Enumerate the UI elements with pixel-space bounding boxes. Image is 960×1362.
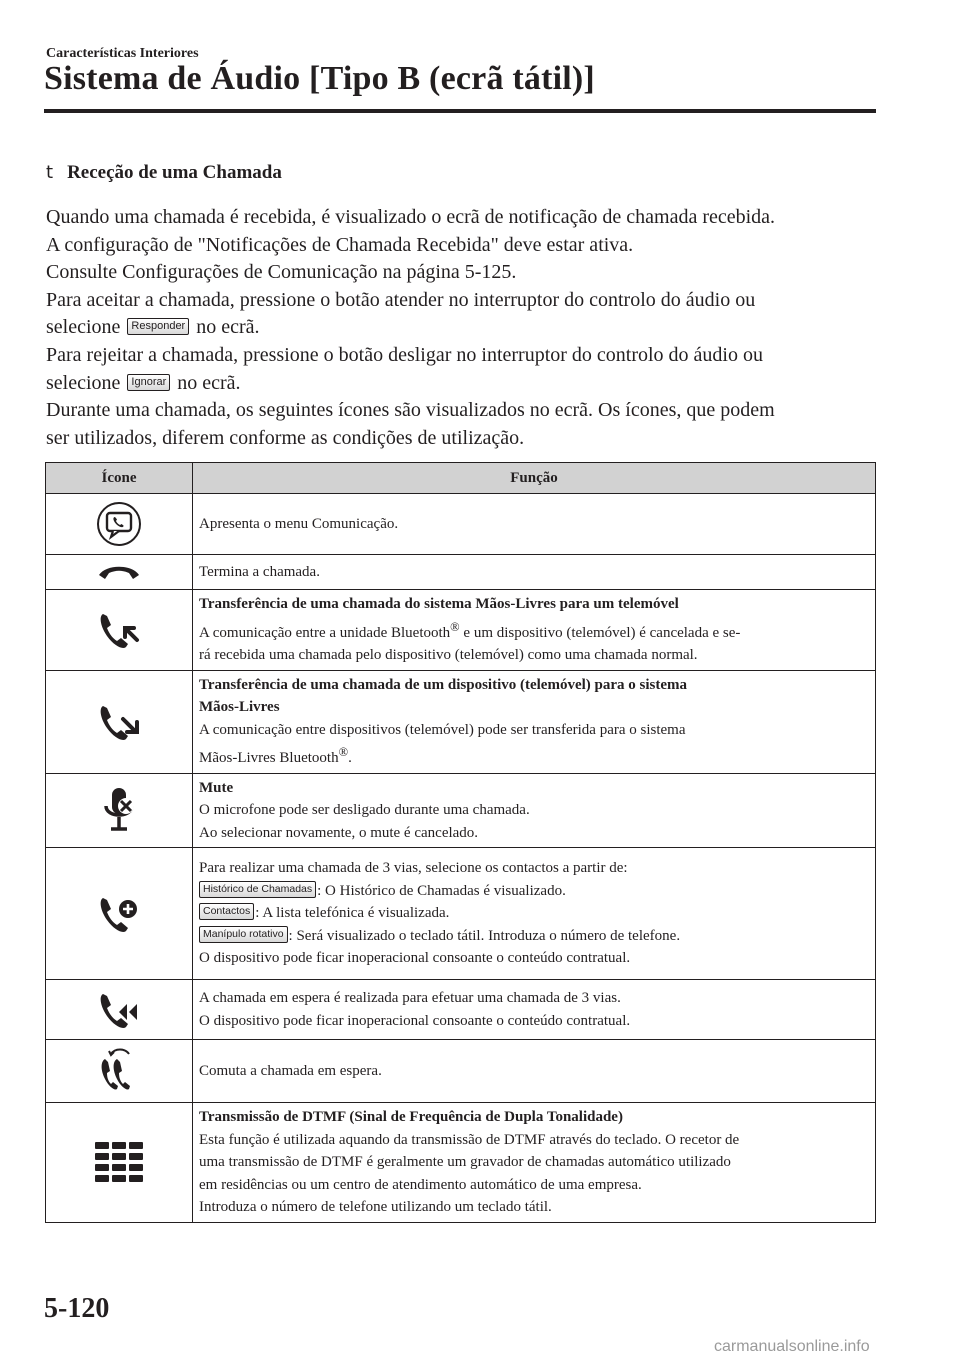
intro-line: Para aceitar a chamada, pressione o botão atender no interruptor do controlo do áudio ou bbox=[46, 288, 756, 311]
function-line bbox=[199, 741, 869, 770]
section-heading bbox=[46, 162, 282, 184]
watermark: carmanualsonline.info bbox=[714, 1338, 870, 1355]
intro-text-fragment: selecione bbox=[46, 371, 121, 394]
title-rule bbox=[44, 109, 876, 113]
text-fragment: : Será visualizado o teclado tátil. Introduza o número de telefone. bbox=[288, 927, 681, 944]
table-row bbox=[46, 848, 876, 980]
function-cell bbox=[193, 670, 876, 773]
registered-mark: ® bbox=[450, 619, 460, 634]
answer-button[interactable]: Responder bbox=[127, 318, 189, 335]
table-row bbox=[46, 1040, 876, 1103]
function-line bbox=[199, 880, 869, 903]
page-number: 5-120 bbox=[44, 1293, 110, 1324]
intro-line: Quando uma chamada é recebida, é visualizado o ecrã de notificação de chamada recebida. bbox=[46, 206, 776, 228]
mute-microphone-icon bbox=[46, 773, 193, 848]
table-header-row bbox=[46, 463, 876, 494]
registered-mark: ® bbox=[338, 745, 349, 759]
table-row bbox=[46, 670, 876, 773]
table-row bbox=[46, 773, 876, 848]
intro-line: ser utilizados, diferem conforme as condições de utilização. bbox=[46, 426, 525, 449]
table-row bbox=[46, 980, 876, 1040]
text-fragment: : A lista telefónica é visualizada. bbox=[255, 905, 450, 922]
function-title: Transmissão de DTMF (Sinal de Frequência de Dupla Tonalidade) bbox=[199, 1109, 623, 1125]
table-row bbox=[46, 1103, 876, 1223]
intro-text-fragment: no ecrã. bbox=[196, 316, 260, 339]
intro-text-fragment: no ecrã. bbox=[177, 371, 241, 394]
transfer-to-phone-icon bbox=[46, 590, 193, 671]
contacts-button[interactable]: Contactos bbox=[199, 903, 254, 920]
text-fragment: : O Histórico de Chamadas é visualizado. bbox=[317, 882, 566, 899]
function-line: Ao selecionar novamente, o mute é cancelado. bbox=[199, 824, 479, 841]
function-line: Introduza o número de telefone utilizando um teclado tátil. bbox=[199, 1199, 552, 1215]
transfer-to-handsfree-icon bbox=[46, 670, 193, 773]
intro-line: Consulte Configurações de Comunicação na página 5-125. bbox=[46, 261, 517, 284]
col-header-function: Função bbox=[193, 463, 876, 494]
end-call-icon bbox=[46, 555, 193, 590]
merge-call-icon bbox=[46, 980, 193, 1040]
swap-call-icon bbox=[46, 1040, 193, 1103]
ignore-button[interactable]: Ignorar bbox=[127, 374, 170, 391]
function-line bbox=[199, 616, 869, 645]
function-line: em residências ou um centro de atendimento automático de uma empresa. bbox=[199, 1176, 642, 1193]
intro-text bbox=[46, 204, 896, 452]
heading-bullet: t bbox=[46, 162, 54, 183]
intro-line bbox=[46, 314, 896, 342]
communication-menu-icon bbox=[46, 494, 193, 555]
call-history-button[interactable]: Histórico de Chamadas bbox=[199, 881, 316, 898]
table-row bbox=[46, 590, 876, 671]
function-title: Transferência de uma chamada do sistema Mãos-Livres para um telemóvel bbox=[199, 596, 679, 612]
intro-line: Para rejeitar a chamada, pressione o botão desligar no interruptor do controlo do áudio ou bbox=[46, 343, 763, 366]
intro-line: Durante uma chamada, os seguintes ícones são visualizados no ecrã. Os ícones, que podem bbox=[46, 399, 775, 422]
function-line bbox=[199, 902, 869, 925]
function-line: O dispositivo pode ficar inoperacional consoante o conteúdo contratual. bbox=[199, 950, 631, 967]
intro-line: A configuração de "Notificações de Chamada Recebida" deve estar ativa. bbox=[46, 233, 634, 256]
icon-function-table bbox=[45, 462, 876, 1223]
function-cell: Termina a chamada. bbox=[193, 555, 876, 590]
function-line: O dispositivo pode ficar inoperacional consoante o conteúdo contratual. bbox=[199, 1012, 631, 1029]
text-fragment: e um dispositivo (telemóvel) é cancelada e se- bbox=[459, 624, 741, 641]
rotary-knob-button[interactable]: Manípulo rotativo bbox=[199, 926, 288, 943]
intro-line bbox=[46, 370, 896, 398]
function-cell bbox=[193, 980, 876, 1040]
chapter-title: Sistema de Áudio [Tipo B (ecrã tátil)] bbox=[44, 60, 595, 97]
function-title: Transferência de uma chamada de um dispositivo (telemóvel) para o sistema bbox=[199, 676, 688, 693]
function-line: rá recebida uma chamada pelo dispositivo (telemóvel) como uma chamada normal. bbox=[199, 647, 698, 663]
function-line: O microfone pode ser desligado durante uma chamada. bbox=[199, 802, 530, 818]
table-row bbox=[46, 494, 876, 555]
keypad-icon bbox=[46, 1103, 193, 1223]
function-cell: Apresenta o menu Comunicação. bbox=[193, 494, 876, 555]
function-cell bbox=[193, 848, 876, 980]
function-line: uma transmissão de DTMF é geralmente um gravador de chamadas automático utilizado bbox=[199, 1154, 731, 1170]
intro-text-fragment: selecione bbox=[46, 316, 121, 339]
function-line: Esta função é utilizada aquando da transmissão de DTMF através do teclado. O recetor de bbox=[199, 1131, 740, 1148]
text-fragment: A comunicação entre a unidade Bluetooth bbox=[199, 624, 451, 641]
heading-text: Receção de uma Chamada bbox=[67, 162, 282, 183]
text-fragment: . bbox=[348, 750, 352, 766]
section-label: Características Interiores bbox=[46, 46, 199, 61]
function-title: Mãos-Livres bbox=[199, 699, 280, 715]
function-cell: Comuta a chamada em espera. bbox=[193, 1040, 876, 1103]
function-cell bbox=[193, 773, 876, 848]
function-line: A comunicação entre dispositivos (telemóvel) pode ser transferida para o sistema bbox=[199, 721, 686, 738]
function-cell bbox=[193, 590, 876, 671]
add-call-icon bbox=[46, 848, 193, 980]
function-line bbox=[199, 925, 869, 948]
text-fragment: Mãos-Livres Bluetooth bbox=[199, 750, 339, 766]
function-cell bbox=[193, 1103, 876, 1223]
col-header-icon: Ícone bbox=[46, 463, 193, 494]
function-line: Para realizar uma chamada de 3 vias, selecione os contactos a partir de: bbox=[199, 860, 628, 877]
function-title: Mute bbox=[199, 779, 234, 796]
table-row bbox=[46, 555, 876, 590]
function-line: A chamada em espera é realizada para efetuar uma chamada de 3 vias. bbox=[199, 990, 621, 1006]
